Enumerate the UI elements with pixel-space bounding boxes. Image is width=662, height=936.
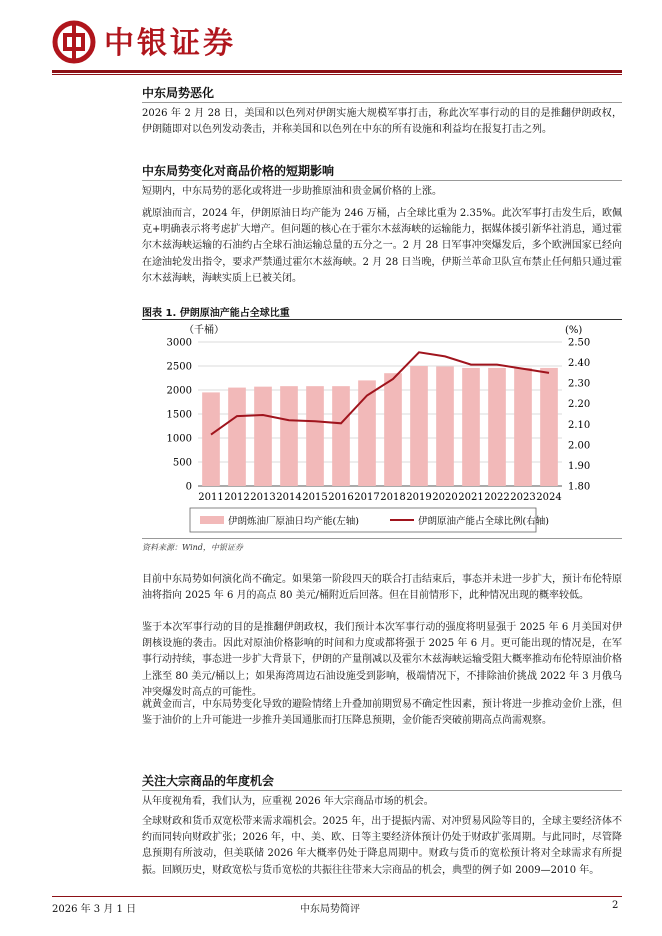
right-tick-label: 1.90 bbox=[568, 460, 591, 472]
paragraph: 2026 年 2 月 28 日，美国和以色列对伊朗实施大规模军事打击，称此次军事行动的目的是推翻伊朗政权，伊朗随即对以色列发动袭击，并称美国和以色列在中东的所有设施和利益均在报复打击之列。 bbox=[142, 108, 622, 136]
figure-rule bbox=[142, 319, 622, 320]
header-rule bbox=[52, 70, 622, 73]
paragraph: 短期内，中东局势的恶化或将进一步助推原油和贵金属价格的上涨。 bbox=[142, 186, 442, 197]
x-tick-label: 2018 bbox=[380, 492, 406, 503]
x-tick-label: 2019 bbox=[406, 492, 432, 503]
right-tick-label: 2.20 bbox=[568, 399, 591, 411]
figure-source: 资料来源：Wind，中银证券 bbox=[142, 543, 243, 552]
x-tick-label: 2017 bbox=[354, 492, 380, 503]
right-tick-label: 2.10 bbox=[568, 419, 591, 431]
footer-date: 2026 年 3 月 1 日 bbox=[52, 904, 137, 915]
brand-name: 中银证券 bbox=[104, 26, 236, 61]
footer-rule bbox=[52, 896, 622, 897]
legend-label-bar: 伊朗炼油厂原油日均产能(左轴) bbox=[228, 516, 359, 527]
right-tick-label: 2.50 bbox=[568, 337, 591, 349]
paragraph: 就黄金而言，中东局势变化导致的避险情绪上升叠加前期贸易不确定性因素，预计将进一步推动金价上涨，但鉴于油价的上升可能进一步推升美国通胀而打压降息预期，金价能否突破前期高点尚需观察。 bbox=[142, 699, 622, 727]
left-tick-label: 500 bbox=[172, 457, 192, 469]
bar bbox=[202, 392, 220, 486]
section-rule bbox=[142, 180, 622, 181]
bar bbox=[514, 368, 532, 486]
paragraph: 就原油而言，2024 年，伊朗原油日均产能为 246 万桶，占全球比重为 2.35%。此次军事打击发生后，欧佩克+明确表示将考虑扩大增产。但问题的核心在于霍尔木兹海峡的运输能力，据媒体援引新华社消息，通过霍尔木兹海峡运输的石油约占全球石油运输总量的五分之一。2 月 28 日军事冲突爆发后，多个欧洲国家已经向在途油轮发出指令，要求严禁通过霍尔木兹海峡。2 月 28 日当晚，伊斯兰革命卫队宣布禁止任何船只通过霍尔木兹海峡，海峡实质上已被关闭。 bbox=[142, 208, 622, 284]
section-rule bbox=[142, 790, 622, 791]
legend-swatch-bar bbox=[200, 516, 224, 524]
left-tick-label: 2000 bbox=[166, 385, 192, 397]
left-tick-label: 2500 bbox=[166, 361, 192, 373]
paragraph: 目前中东局势如何演化尚不确定。如果第一阶段四天的联合打击结束后，事态并未进一步扩大，预计布伦特原油将指向 2025 年 6 月的高点 80 美元/桶附近后回落。但在目前情形下，此种情况出现的概率较低。 bbox=[142, 574, 622, 602]
section-title: 中东局势变化对商品价格的短期影响 bbox=[142, 164, 335, 178]
bar bbox=[280, 386, 298, 486]
section-title: 关注大宗商品的年度机会 bbox=[142, 774, 275, 788]
x-tick-label: 2012 bbox=[224, 492, 250, 503]
left-axis-unit: （千桶） bbox=[184, 325, 224, 336]
legend-label-line: 伊朗原油产能占全球比例(右轴) bbox=[418, 516, 549, 527]
x-tick-label: 2014 bbox=[276, 492, 302, 503]
left-tick-label: 1000 bbox=[166, 433, 192, 445]
x-tick-label: 2015 bbox=[302, 492, 328, 503]
bar bbox=[462, 368, 480, 486]
bar bbox=[540, 368, 558, 486]
right-tick-label: 2.30 bbox=[568, 378, 591, 390]
right-tick-label: 2.00 bbox=[568, 440, 591, 452]
page-number: 2 bbox=[612, 900, 619, 911]
paragraph: 鉴于本次军事行动的目的是推翻伊朗政权，我们预计本次军事行动的强度将明显强于 2025 年 6 月美国对伊朗核设施的袭击。因此对原油价格影响的时间和力度或都将强于 2025 年 6 月。更可能出现的情况是，在军事行动持续，事态进一步扩大背景下，伊朗的产量削减以及霍尔木兹海峡运输受阻大概率推动布伦特原油价格上涨至 80 美元/桶以上；如果海湾周边石油设施受到影响，极端情况下，不排除油价挑战 2022 年 3 月俄乌冲突爆发时高点的可能性。 bbox=[142, 622, 622, 698]
x-tick-label: 2024 bbox=[536, 492, 562, 503]
bank-of-china-logo-icon bbox=[52, 20, 96, 64]
bar bbox=[306, 386, 324, 486]
right-tick-label: 2.40 bbox=[568, 358, 591, 370]
figure-title: 图表 1. 伊朗原油产能占全球比重 bbox=[142, 308, 290, 319]
x-tick-label: 2016 bbox=[328, 492, 354, 503]
left-tick-label: 1500 bbox=[166, 409, 192, 421]
bar bbox=[436, 366, 454, 486]
right-tick-label: 1.80 bbox=[568, 481, 591, 493]
page-header bbox=[0, 0, 662, 76]
bar bbox=[410, 366, 428, 486]
left-tick-label: 3000 bbox=[166, 337, 192, 349]
x-tick-label: 2013 bbox=[250, 492, 276, 503]
left-tick-label: 0 bbox=[185, 481, 192, 493]
bar bbox=[254, 387, 272, 486]
bar bbox=[332, 386, 350, 486]
bar bbox=[228, 388, 246, 486]
bar bbox=[384, 373, 402, 486]
iran-oil-capacity-chart bbox=[142, 322, 622, 536]
footer-title: 中东局势简评 bbox=[300, 904, 360, 915]
right-axis-unit: (%) bbox=[565, 325, 583, 336]
x-tick-label: 2021 bbox=[458, 492, 484, 503]
chart-legend bbox=[190, 508, 549, 532]
x-tick-label: 2023 bbox=[510, 492, 536, 503]
section-rule bbox=[142, 102, 622, 103]
paragraph: 全球财政和货币双宽松带来需求端机会。2025 年，出于提振内需、对冲贸易风险等目的，全球主要经济体不约而同转向财政扩张；2026 年，中、美、欧、日等主要经济体预计仍处于财政扩张周期。与此同时，尽管降息预期有所波动，但美联储 2026 年大概率仍处于降息周期中。财政与货币的宽松预计将对全球需求有所提振。回顾历史，财政宽松与货币宽松的共振往往带来大宗商品的机会，典型的例子如 2009—2010 年。 bbox=[142, 816, 622, 876]
paragraph: 从年度视角看，我们认为，应重视 2026 年大宗商品市场的机会。 bbox=[142, 796, 434, 807]
figure-bottom-rule bbox=[142, 538, 622, 539]
x-tick-label: 2022 bbox=[484, 492, 510, 503]
x-tick-label: 2011 bbox=[198, 492, 224, 503]
section-title: 中东局势恶化 bbox=[142, 86, 215, 100]
header-rule-thin bbox=[52, 74, 622, 75]
x-tick-label: 2020 bbox=[432, 492, 458, 503]
bar bbox=[488, 368, 506, 486]
